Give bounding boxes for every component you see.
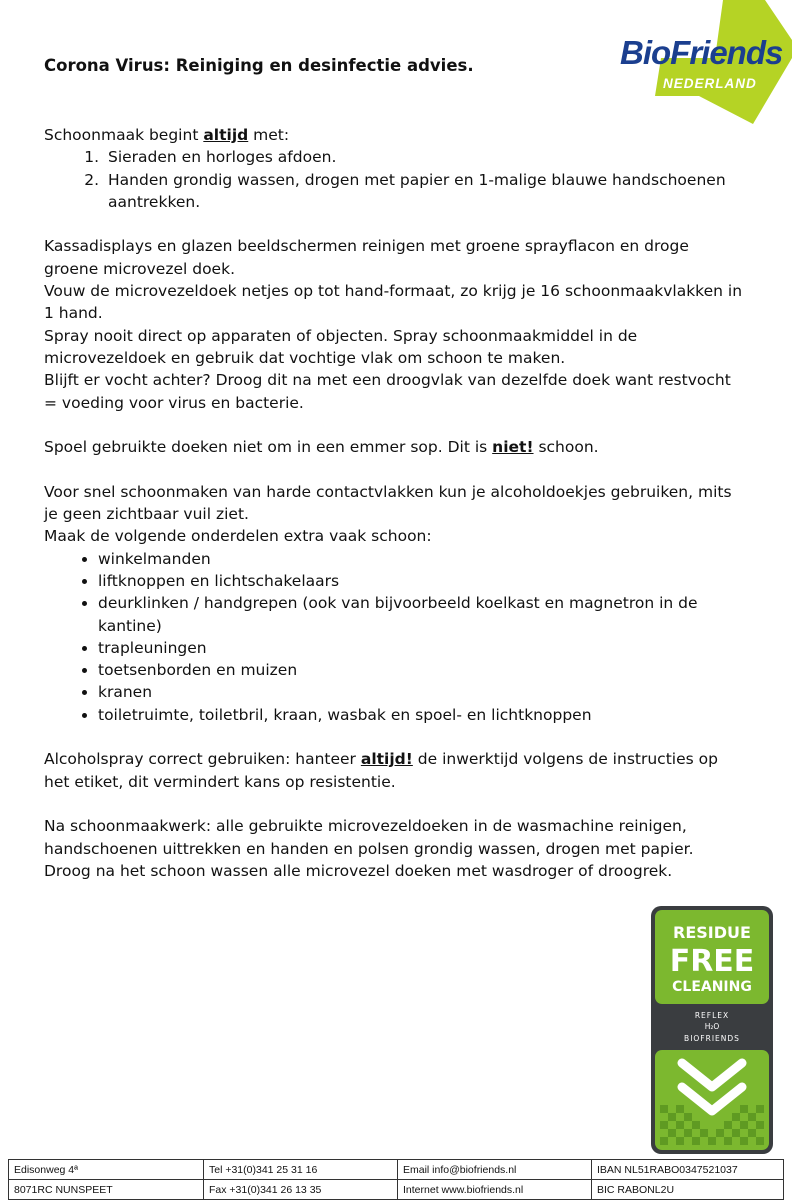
table-row (9, 1180, 784, 1200)
list-item: • toiletruimte, toiletbril, kraan, wasbak en spoel- en lichtknoppen (98, 704, 744, 726)
paragraph: Maak de volgende onderdelen extra vaak schoon: (44, 527, 432, 546)
footer-address: Edisonweg 4ª (9, 1160, 204, 1180)
list-item: • winkelmanden (98, 548, 744, 570)
footer-iban: IBAN NL51RABO0347521037 (592, 1160, 784, 1180)
footer-fax: Fax +31(0)341 26 13 35 (204, 1180, 398, 1200)
list-item: • deurklinken / handgrepen (ook van bijvoorbeeld koelkast en magnetron in de kantine) (98, 592, 744, 637)
list-item: • liftknoppen en lichtschakelaars (98, 570, 744, 592)
document-body (44, 124, 744, 882)
footer-bic: BIC RABONL2U (592, 1180, 784, 1200)
emphasis-niet: niet! (492, 438, 534, 457)
emphasis-altijd: altijd (203, 126, 249, 144)
logo-wordmark: BioFriends (620, 34, 783, 71)
intro-line: Schoonmaak begint altijd met: (44, 126, 290, 144)
paragraph: Kassadisplays en glazen beeldschermen reinigen met groene sprayflacon en droge groene microvezel doek. (44, 237, 689, 278)
logo-subtitle: NEDERLAND (663, 76, 757, 91)
list-item: 1. Sieraden en horloges afdoen. (104, 146, 744, 168)
paragraph: Na schoonmaakwerk: alle gebruikte microvezeldoeken in de wasmachine reinigen, handschoenen uittrekken en handen en polsen grondig wassen, drogen met papier. (44, 817, 694, 858)
paragraph: Alcoholspray correct gebruiken: hanteer altijd! de inwerktijd volgens de instructies op het etiket, dit vermindert kans op resistentie. (44, 750, 718, 791)
list-item: • toetsenborden en muizen (98, 659, 744, 681)
residue-free-badge (650, 905, 774, 1155)
paragraph: Spoel gebruikte doeken niet om in een emmer sop. Dit is niet! schoon. (44, 438, 599, 457)
badge-line2: FREE (669, 944, 755, 979)
paragraph: Vouw de microvezeldoek netjes op tot hand-formaat, zo krijg je 16 schoonmaakvlakken in 1 hand. (44, 282, 743, 323)
badge-graphic (650, 905, 774, 1155)
footer-postcode: 8071RC NUNSPEET (9, 1180, 204, 1200)
emphasis-altijd: altijd! (360, 750, 413, 769)
table-row (9, 1160, 784, 1180)
paragraph: Blijft er vocht achter? Droog dit na met een droogvlak van dezelfde doek want restvocht = voeding voor virus en bacterie. (44, 371, 731, 412)
badge-line4: REFLEX (694, 1011, 730, 1020)
steps-list (44, 146, 744, 213)
paragraph: Spray nooit direct op apparaten of objecten. Spray schoonmaakmiddel in de microvezeldoek en gebruik dat vochtige vlak om schoon te maken. (44, 326, 638, 367)
list-item: • trapleuningen (98, 637, 744, 659)
footer-phone: Tel +31(0)341 25 31 16 (204, 1160, 398, 1180)
badge-line5: H₂O (704, 1022, 720, 1031)
paragraph: Voor snel schoonmaken van harde contactvlakken kun je alcoholdoekjes gebruiken, mits je geen zichtbaar vuil ziet. (44, 482, 732, 524)
footer-website: Internet www.biofriends.nl (398, 1180, 592, 1200)
biofriends-logo (615, 0, 792, 124)
list-item: 2. Handen grondig wassen, drogen met papier en 1-malige blauwe handschoenen aantrekken. (104, 169, 744, 214)
badge-line6: BIOFRIENDS (684, 1034, 740, 1043)
paragraph: Droog na het schoon wassen alle microvezel doeken met wasdroger of droogrek. (44, 861, 673, 880)
page-title: Corona Virus: Reiniging en desinfectie advies. (44, 56, 474, 75)
badge-line1: RESIDUE (673, 923, 751, 942)
bullet-list (44, 548, 744, 726)
footer-email: Email info@biofriends.nl (398, 1160, 592, 1180)
badge-line3: CLEANING (672, 979, 752, 995)
footer-table (8, 1159, 784, 1200)
list-item: • kranen (98, 681, 744, 703)
